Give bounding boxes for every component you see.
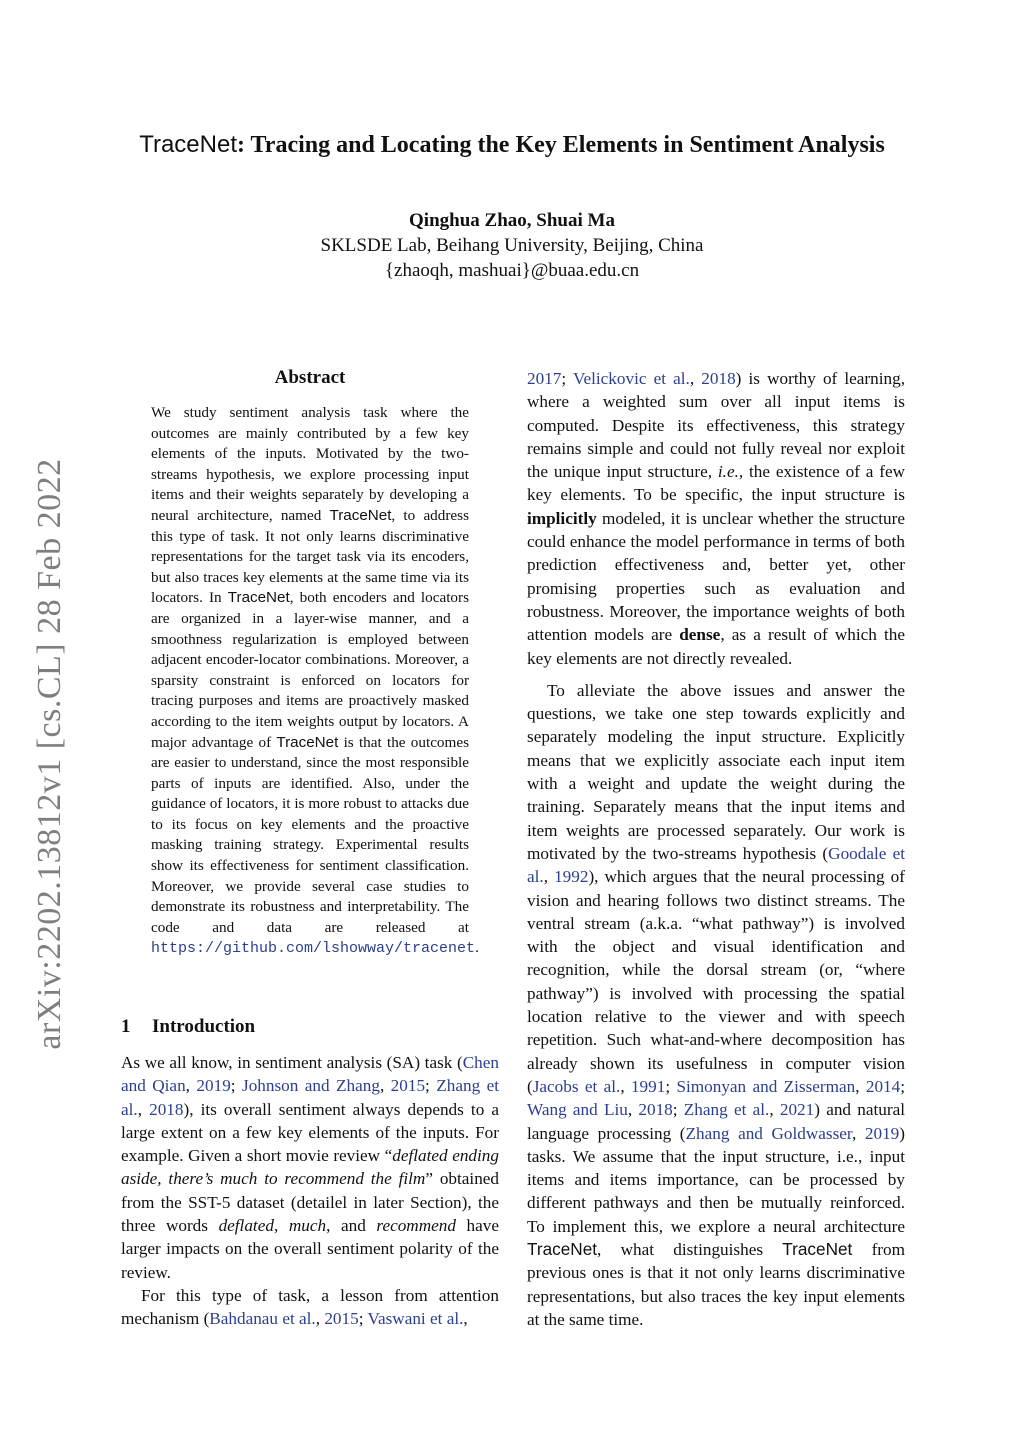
body-text: , as a result of which the key elements are not directly revealed. <box>527 625 905 668</box>
example-word: much <box>288 1216 327 1236</box>
system-name: TraceNet <box>782 1238 853 1259</box>
body-text: ” obtained from the SST-5 dataset (detailel in later Section), the three words <box>121 1169 500 1236</box>
abstract-heading: Abstract <box>274 367 346 388</box>
body-text: , <box>627 1100 639 1120</box>
abstract-text: . <box>475 939 479 957</box>
citation-link[interactable]: Goodale et al. <box>527 843 905 887</box>
intro-paragraph-2-continued <box>527 367 905 670</box>
abstract-text: We study sentiment analysis task where the outcomes are mainly contributed by a few key elements of the inputs. Motivated by the two-streams hypothesis, we explore processing input items and their weights separately by developing a neural architecture, named <box>151 404 469 524</box>
section-number: 1 <box>121 1016 131 1037</box>
bold-term: implicitly <box>527 508 597 528</box>
right-column-body <box>527 367 905 1331</box>
body-text: ), its overall sentiment always depends to a large extent on a few key elements of the inputs. For example. Given a short movie review “ <box>121 1099 500 1166</box>
abstract-text: , to address this type of task. It not only learns discriminative representations for the target task via its encoders, but also traces key elements at the same time via its locators. In <box>151 506 469 607</box>
author-names: Qinghua Zhao, Shuai Ma <box>409 210 615 231</box>
body-text: , and <box>326 1216 377 1236</box>
citation-link[interactable]: 2015 <box>324 1309 359 1329</box>
body-text: from previous ones is that it not only learns discriminative representations, but also traces the key input elements at the same time. <box>527 1239 905 1329</box>
body-text: the existence of a few key elements. To be specific, the input structure is <box>527 462 905 505</box>
intro-paragraph-3 <box>527 679 905 1331</box>
author-block <box>0 208 1024 283</box>
body-text: ; <box>358 1309 368 1329</box>
citation-link[interactable]: 1992 <box>554 867 589 887</box>
intro-paragraph-2 <box>121 1284 499 1331</box>
citation-link[interactable]: Wang and Liu <box>527 1100 628 1120</box>
citation-link[interactable]: Jacobs et al. <box>532 1076 621 1096</box>
body-text: ; <box>665 1076 677 1096</box>
body-text: ), which argues that the neural processing of vision and hearing follows two distinct streams. The ventral stream (a.k.a. “what pathway”) is involved with the object and visual identification and recognition, while the dorsal stream (or, “where pathway”) is involved with processing the spatial location relative to the viewer and with speech repetition. Such what-and-where decomposition has already shown its usefulness in computer vision ( <box>527 867 905 1096</box>
citation-link[interactable]: Simonyan and Zisserman <box>676 1076 856 1096</box>
citation-link[interactable]: 2018 <box>701 369 736 388</box>
citation-link[interactable]: 2021 <box>779 1100 815 1120</box>
example-word: recommend <box>376 1216 456 1236</box>
body-text: , what distinguishes <box>597 1239 783 1259</box>
body-text: , <box>855 1076 866 1096</box>
citation-link[interactable]: 2017 <box>527 369 562 388</box>
title-rest: : Tracing and Locating the Key Elements in Sentiment Analysis <box>237 132 885 158</box>
body-text: ) is worthy of learning, where a weighted sum over all input items is computed. Despite its effectiveness, this strategy remains simple and could not fully reveal nor exploit the unique input structure, <box>527 369 906 482</box>
code-url-link[interactable]: https://github.com/lshowway/tracenet <box>151 940 476 958</box>
citation-link[interactable]: 2014 <box>865 1076 901 1096</box>
abstract-text: is that the outcomes are easier to understand, since the most responsible parts of inputs are identified. Also, under the guidance of locators, it is more robust to attacks due to its focus on key elements and the proactive masking training strategy. Experimental results show its effectiveness for sentiment classification. Moreover, we provide several case studies to demonstrate its robustness and interpretability. The code and data are released at <box>151 733 469 936</box>
body-text: , <box>689 369 702 388</box>
body-text: ; <box>900 1076 905 1096</box>
body-text: , <box>769 1100 780 1120</box>
system-name: TraceNet <box>527 1238 598 1259</box>
citation-link[interactable]: 2019 <box>864 1123 900 1143</box>
body-text: modeled, it is unclear whether the structure could enhance the model performance in terms of both prediction effectiveness and, better yet, other promising properties such as evaluation and robustness. Moreover, the importance weights of both attention models are <box>527 508 905 645</box>
title-system-name: TraceNet <box>139 131 237 158</box>
citation-link[interactable]: 2018 <box>149 1099 184 1119</box>
body-text: ; <box>425 1076 437 1096</box>
author-affiliation: SKLSDE Lab, Beihang University, Beijing, China <box>320 235 704 256</box>
citation-link[interactable]: 2019 <box>196 1076 231 1096</box>
intro-paragraph-1 <box>121 1051 499 1284</box>
paper-title <box>0 131 1024 159</box>
author-email: {zhaoqh, mashuai}@buaa.edu.cn <box>384 260 640 281</box>
citation-link[interactable]: Vaswani et al. <box>367 1309 464 1329</box>
body-text: ; <box>672 1100 684 1120</box>
system-name: TraceNet <box>227 589 290 607</box>
body-text: , <box>379 1076 391 1096</box>
citation-link[interactable]: Bahdanau et al. <box>209 1309 316 1329</box>
system-name: TraceNet <box>276 733 339 751</box>
bold-term: dense <box>679 625 721 645</box>
citation-link[interactable]: Zhang and Goldwasser <box>685 1123 852 1143</box>
body-text: , <box>315 1309 325 1329</box>
emphasis-text: i.e., <box>717 462 744 482</box>
citation-link[interactable]: 1991 <box>630 1076 666 1096</box>
body-text: , <box>463 1309 468 1329</box>
body-text: ) and natural language processing ( <box>527 1100 905 1143</box>
body-text: , <box>620 1076 631 1096</box>
abstract-text: , both encoders and locators are organized in a layer-wise manner, and a smoothness regularization is employed between adjacent encoder-locator combinations. Moreover, a sparsity constraint is enforced on locators for tracing purposes and items are proactively masked according to the item weights output by locators. A major advantage of <box>151 589 469 751</box>
system-name: TraceNet <box>329 506 392 524</box>
example-word: deflated <box>218 1216 274 1236</box>
section-heading-introduction <box>121 1016 255 1038</box>
body-text: For this type of task, a lesson from attention mechanism ( <box>121 1285 499 1329</box>
abstract-body <box>151 403 479 960</box>
body-text: have larger impacts on the overall sentiment polarity of the review. <box>121 1216 499 1282</box>
left-column-body <box>121 1051 499 1331</box>
citation-link[interactable]: 2015 <box>390 1076 426 1096</box>
body-text: , <box>137 1099 150 1119</box>
citation-link[interactable]: Chen and Qian <box>121 1053 499 1096</box>
citation-link[interactable]: Johnson and Zhang <box>242 1076 380 1096</box>
citation-link[interactable]: Zhang et al. <box>121 1076 500 1119</box>
body-text: To alleviate the above issues and answer the questions, we take one step towards explicitly and separately modeling the input structure. Explicitly means that we explicitly associate each input item with a weight and update the weight during the training. Separately means that the input items and item weights are processed separately. Our work is motivated by the two-streams hypothesis ( <box>527 680 905 863</box>
body-text: ; <box>230 1076 242 1096</box>
body-text: ) tasks. We assume that the input structure, i.e., input items and items importance, can be processed by different pathways and then be mutually reinforced. To implement this, we explore a neural architecture <box>527 1123 905 1236</box>
citation-link[interactable]: 2018 <box>638 1100 673 1120</box>
citation-link[interactable]: Zhang et al. <box>683 1100 770 1120</box>
body-text: , <box>273 1216 289 1236</box>
citation-link[interactable]: Velickovic et al. <box>572 369 690 388</box>
body-text: , <box>185 1076 197 1096</box>
body-text: ; <box>561 369 573 388</box>
arxiv-identifier-stamp: arXiv:2202.13812v1 [cs.CL] 28 Feb 2022 <box>31 458 68 1050</box>
body-text: , <box>543 867 555 887</box>
body-text: , <box>851 1123 865 1143</box>
quoted-review: deflated ending aside, there’s much to recommend the film <box>121 1146 499 1189</box>
body-text: As we all know, in sentiment analysis (SA) task ( <box>121 1053 463 1072</box>
section-title: Introduction <box>152 1016 256 1037</box>
